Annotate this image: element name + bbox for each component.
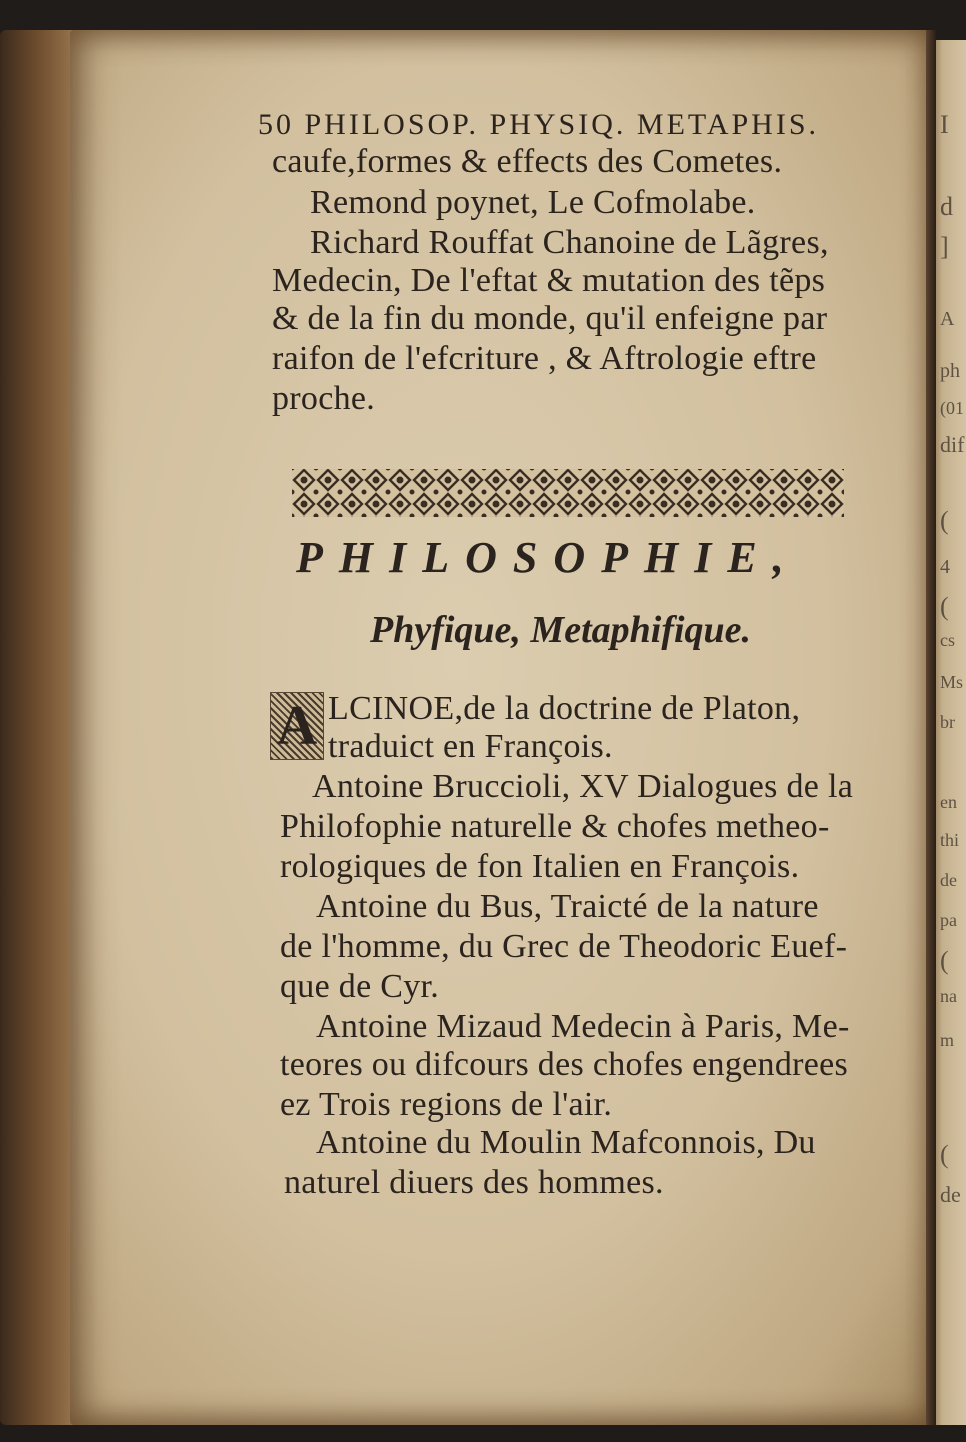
facing-page-fragment: pa bbox=[940, 910, 957, 930]
facing-page-fragment: en bbox=[940, 792, 957, 812]
text-line: proche. bbox=[272, 380, 376, 417]
section-subtitle: Phyfique, Metaphifique. bbox=[370, 609, 752, 651]
facing-page-fragment: ( bbox=[940, 506, 949, 535]
text-line: Medecin, De l'eftat & mutation des tẽps bbox=[272, 262, 826, 299]
facing-page-fragment: I bbox=[940, 110, 949, 139]
running-head-title: PHILOSOP. PHYSIQ. METAPHIS. bbox=[304, 108, 820, 141]
text-line: raifon de l'efcriture , & Aftrologie eftre bbox=[272, 340, 817, 377]
facing-page-fragment: de bbox=[940, 870, 957, 890]
facing-page-fragment: (01 bbox=[940, 398, 964, 418]
text-line: Antoine du Bus, Traicté de la nature bbox=[316, 888, 819, 925]
text-line: Richard Rouffat Chanoine de Lãgres, bbox=[310, 224, 829, 261]
facing-page-fragment: 4 bbox=[940, 556, 950, 578]
facing-page-fragment: d bbox=[940, 192, 953, 221]
text-line: Antoine du Moulin Mafconnois, Du bbox=[316, 1124, 816, 1161]
text-line: que de Cyr. bbox=[280, 968, 440, 1005]
page-number: 50 bbox=[258, 108, 294, 141]
facing-page-fragment: Ms bbox=[940, 672, 964, 692]
text-line: traduict en François. bbox=[328, 728, 613, 765]
ornament-band bbox=[292, 468, 844, 518]
running-head bbox=[258, 108, 819, 142]
dropcap-initial: A bbox=[270, 692, 324, 760]
facing-page-fragment: na bbox=[940, 986, 957, 1006]
text-line: Antoine Bruccioli, XV Dialogues de la bbox=[312, 768, 854, 805]
text-line: rologiques de fon Italien en François. bbox=[280, 848, 800, 885]
text-line: teores ou difcours des chofes engendrees bbox=[280, 1046, 849, 1083]
facing-page-fragment: br bbox=[940, 712, 955, 732]
text-line: Remond poynet, Le Cofmolabe. bbox=[310, 184, 756, 221]
text-line: caufe,formes & effects des Cometes. bbox=[272, 143, 783, 180]
text-line: Antoine Mizaud Medecin à Paris, Me- bbox=[316, 1008, 850, 1045]
text-line: LCINOE,de la doctrine de Platon, bbox=[328, 690, 801, 727]
text-line: & de la fin du monde, qu'il enfeigne par bbox=[272, 300, 828, 337]
facing-page-fragment: ( bbox=[940, 1140, 949, 1169]
facing-page-fragment: dif bbox=[940, 432, 965, 457]
facing-page-fragment: ( bbox=[940, 592, 949, 621]
facing-page-fragment: ph bbox=[940, 360, 960, 382]
facing-page-fragment: ( bbox=[940, 946, 949, 975]
text-line: naturel diuers des hommes. bbox=[284, 1164, 664, 1201]
section-title: PHILOSOPHIE, bbox=[296, 533, 800, 582]
text-line: de l'homme, du Grec de Theodoric Euef- bbox=[280, 928, 848, 965]
facing-page-fragment: m bbox=[940, 1030, 955, 1050]
facing-page-fragment: ] bbox=[940, 232, 949, 261]
facing-page-fragment: thi bbox=[940, 830, 960, 850]
page-gutter bbox=[926, 30, 936, 1425]
facing-page-fragment: de bbox=[940, 1182, 961, 1207]
text-line: ez Trois regions de l'air. bbox=[280, 1086, 613, 1123]
text-line: Philofophie naturelle & chofes metheo- bbox=[280, 808, 830, 845]
facing-page-fragment: A bbox=[940, 308, 955, 330]
facing-page-fragment: cs bbox=[940, 630, 955, 650]
